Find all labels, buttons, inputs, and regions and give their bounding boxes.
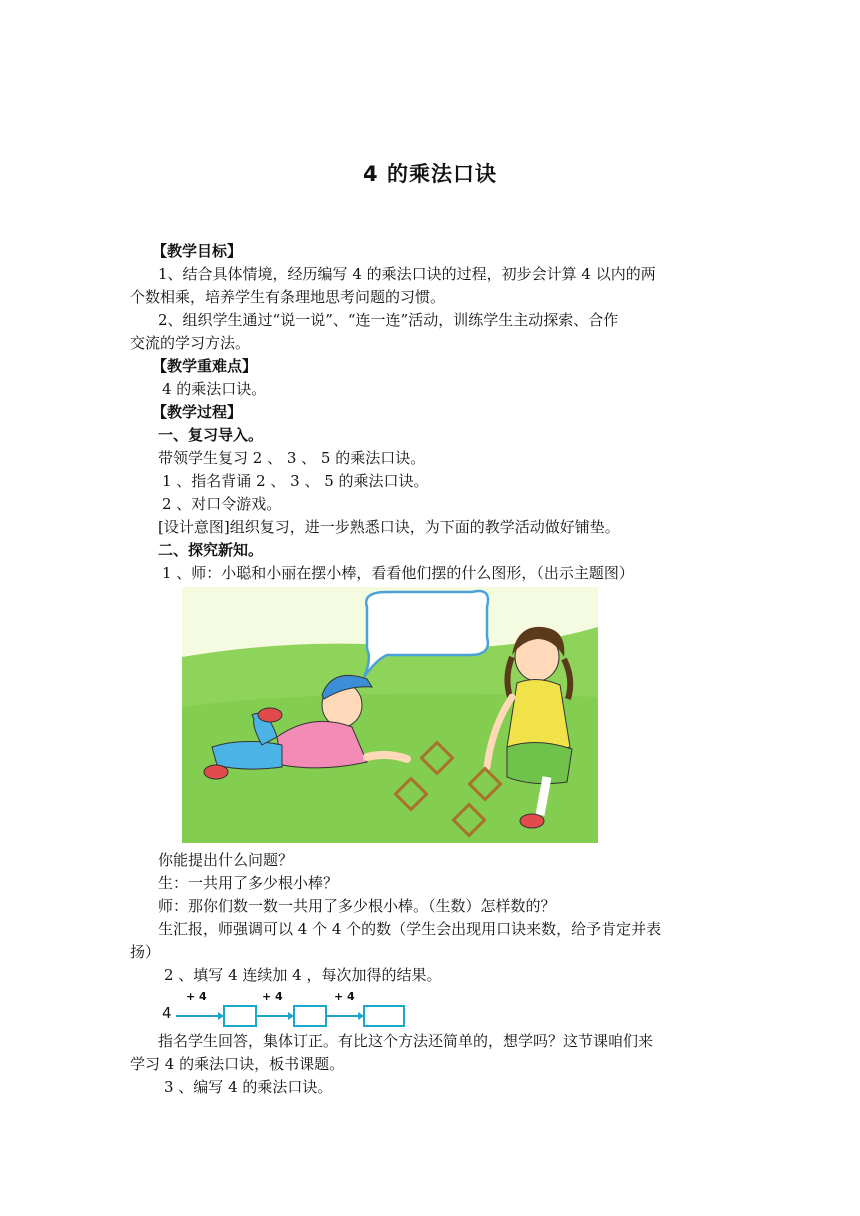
paragraph-line: 3 、编写 4 的乘法口诀。 <box>164 1078 333 1096</box>
paragraph-line: 学习 4 的乘法口诀，板书课题。 <box>130 1055 345 1073</box>
paragraph-line: 你能提出什么问题？ <box>158 851 294 869</box>
page-title: 4 的乘法口诀 <box>363 162 497 186</box>
paragraph-line: 2 、填写 4 连续加 4 ，每次加得的结果。 <box>164 966 442 984</box>
flow-step-label: + 4 <box>334 990 355 1003</box>
paragraph-line: 生汇报，师强调可以 4 个 4 个的数（学生会出现用口诀来数，给予肯定并表 <box>158 920 662 938</box>
section-heading-process: 【教学过程】 <box>152 403 243 421</box>
paragraph-line: 交流的学习方法。 <box>130 334 251 352</box>
paragraph-line: 指名学生回答，集体订正。有比这个方法还简单的，想学吗？这节课咱们来 <box>158 1032 654 1050</box>
paragraph-line: 2、组织学生通过“说一说”、“连一连”活动，训练学生主动探索、合作 <box>158 311 619 329</box>
paragraph-line: 1 、指名背诵 2 、 3 、 5 的乘法口诀。 <box>162 472 429 490</box>
paragraph-line: [设计意图]组织复习，进一步熟悉口诀，为下面的教学活动做好铺垫。 <box>158 518 620 536</box>
addition-flow-diagram <box>158 990 418 1030</box>
paragraph-line: 生：一共用了多少根小棒？ <box>158 874 339 892</box>
paragraph-line: 带领学生复习 2 、 3 、 5 的乘法口诀。 <box>158 449 426 467</box>
paragraph-line: 4 的乘法口诀。 <box>162 380 267 398</box>
flow-step-label: + 4 <box>262 990 283 1003</box>
section-heading-objectives: 【教学目标】 <box>152 242 243 260</box>
subsection-heading-review: 一、复习导入。 <box>158 426 264 444</box>
paragraph-line: 扬） <box>130 943 161 961</box>
subsection-heading-explore: 二、探究新知。 <box>158 541 264 559</box>
paragraph-line: 1 、师：小聪和小丽在摆小棒，看看他们摆的什么图形，（出示主题图） <box>162 564 634 582</box>
paragraph-line: 2 、对口令游戏。 <box>162 495 282 513</box>
section-heading-key-points: 【教学重难点】 <box>152 357 258 375</box>
flow-start-number: 4 <box>162 1004 172 1022</box>
paragraph-line: 师：那你们数一数一共用了多少根小棒。（生数）怎样数的？ <box>158 897 556 915</box>
theme-illustration <box>182 587 598 843</box>
flow-step-label: + 4 <box>186 990 207 1003</box>
paragraph-line: 1、结合具体情境，经历编写 4 的乘法口诀的过程，初步会计算 4 以内的两 <box>158 265 656 283</box>
paragraph-line: 个数相乘，培养学生有条理地思考问题的习惯。 <box>130 288 446 306</box>
